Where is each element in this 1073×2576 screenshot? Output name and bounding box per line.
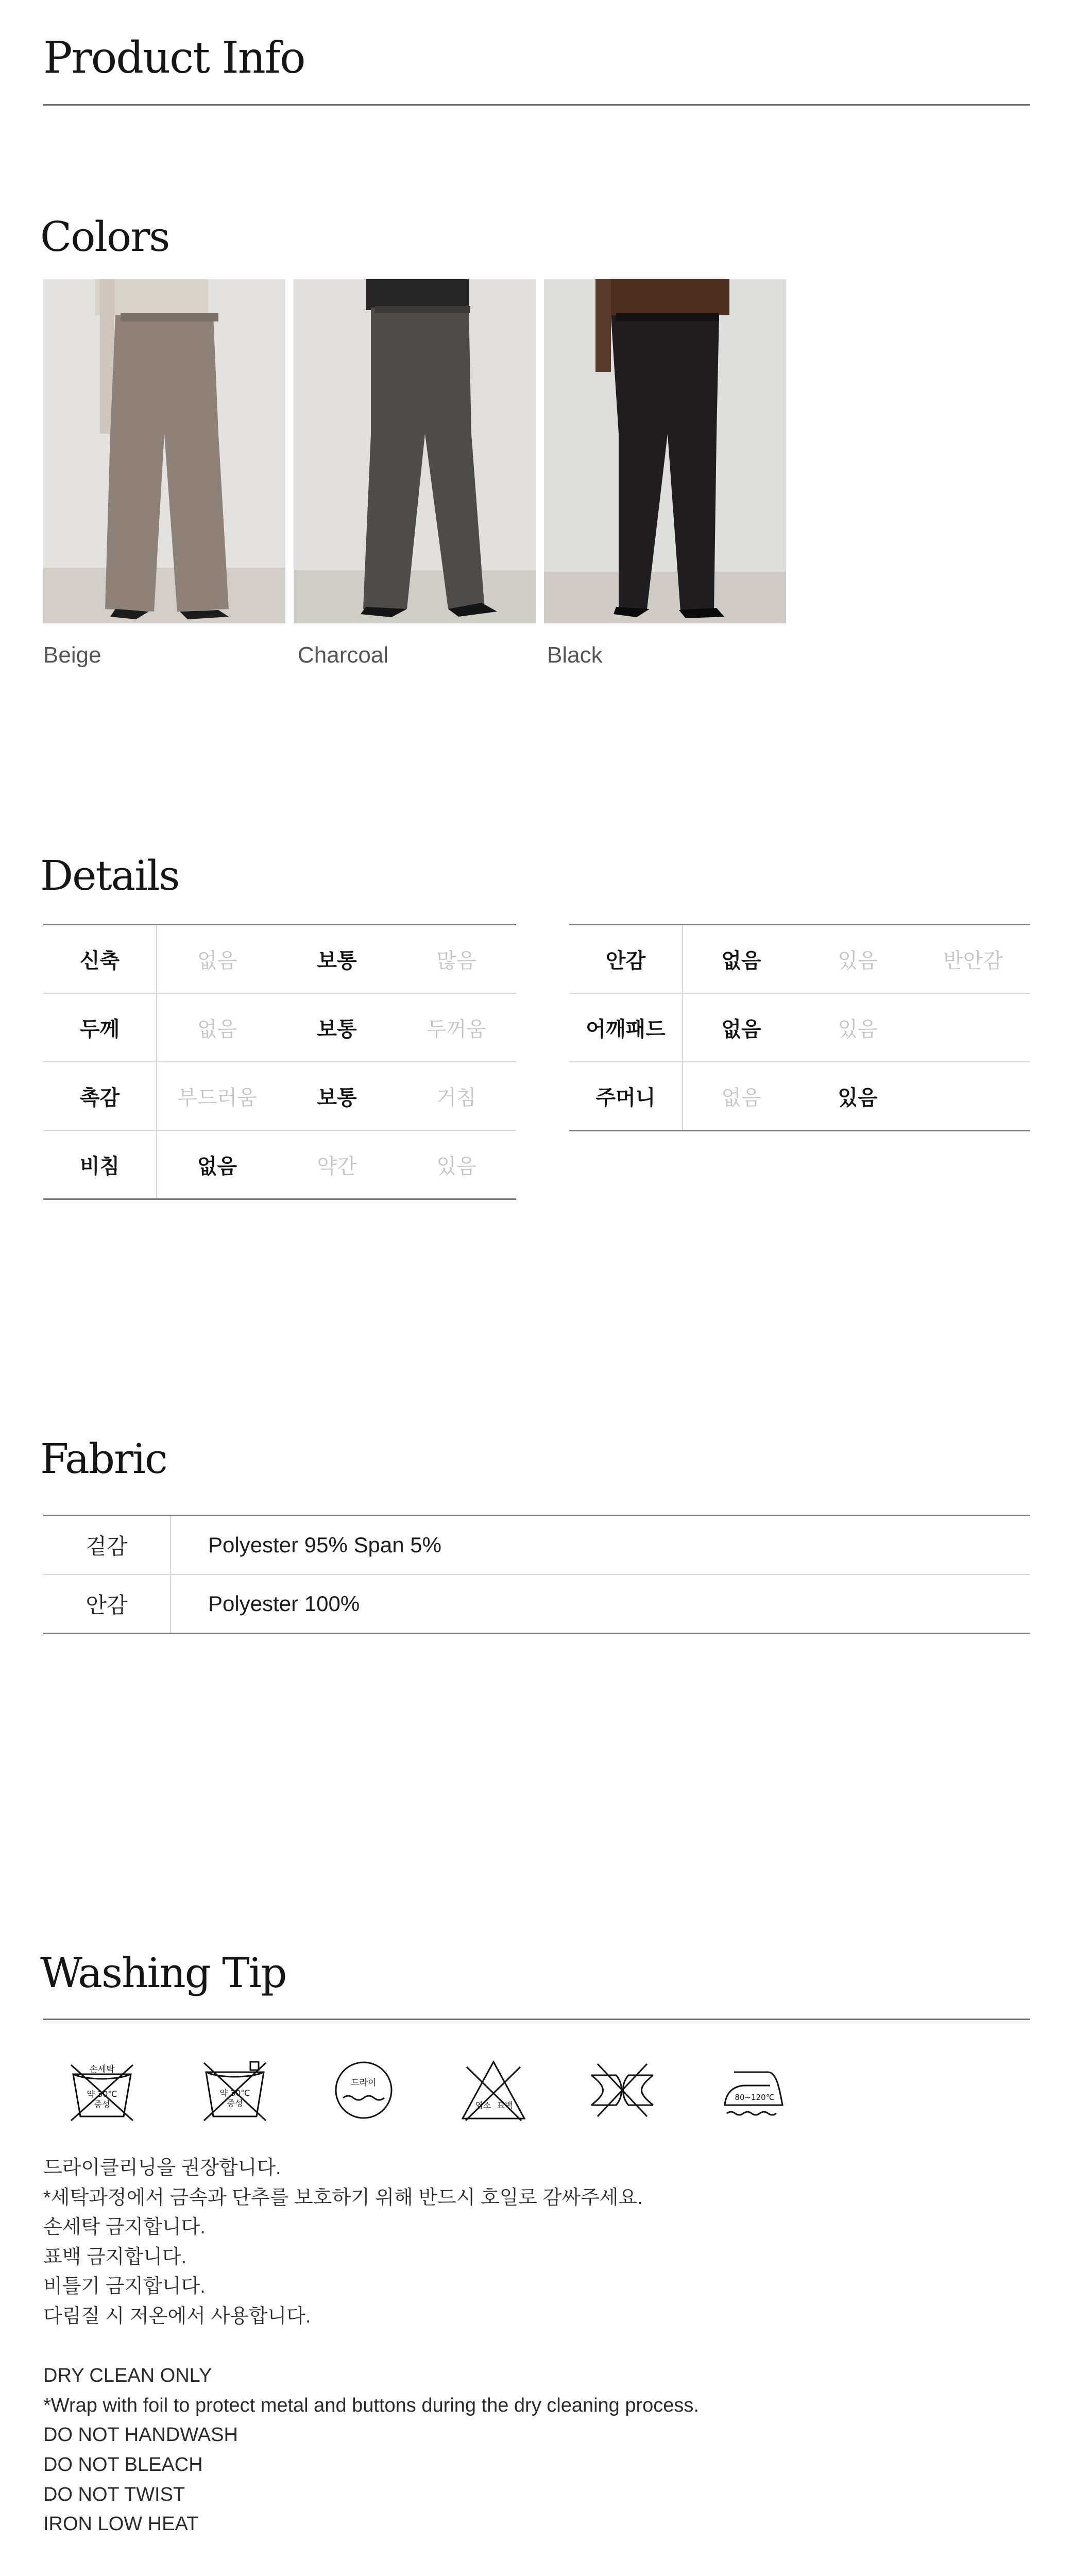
color-label-black: Black [547,642,603,668]
wash-line: 드라이클리닝을 권장합니다. [43,2157,281,2179]
wash-line: *Wrap with foil to protect metal and buttons during the dry cleaning process. [43,2394,699,2416]
detail-option: 반안감 [916,925,1030,994]
details-table-right [569,924,1030,1131]
icon-text: 손세탁 [89,2064,115,2075]
detail-row-thickness [43,993,516,1062]
detail-option: 있음 [436,1155,476,1178]
detail-row-sheerness [43,1130,516,1199]
fabric-row-shell [43,1516,1030,1575]
fabric-table [43,1515,1030,1634]
wash-line: DO NOT TWIST [43,2483,185,2505]
detail-row-texture [43,1062,516,1130]
wash-line: 비틀기 금지합니다. [43,2276,206,2298]
detail-option: 두꺼움 [397,993,516,1062]
wash-line: DO NOT BLEACH [43,2453,203,2476]
detail-label: 신축 [43,925,157,994]
icon-text: 염소 [475,2100,491,2110]
title-divider [43,104,1030,106]
page-title: Product Info [43,32,305,83]
icon-text: 중성 [94,2099,110,2109]
fabric-value: Polyester 100% [208,1591,360,1616]
wash-line: DRY CLEAN ONLY [43,2365,212,2387]
washing-instructions [43,2154,699,2539]
wash-line: *세탁과정에서 금속과 단추를 보호하기 위해 반드시 호일로 감싸주세요. [43,2187,643,2209]
fabric-value: Polyester 95% Span 5% [171,1516,1030,1575]
details-heading: Details [40,852,179,900]
detail-option [916,1062,1030,1131]
detail-option-selected: 없음 [683,925,799,994]
wash-line: IRON LOW HEAT [43,2513,199,2535]
detail-label: 어깨패드 [569,993,683,1062]
icon-text: 약 30℃ [87,2089,117,2099]
detail-option: 있음 [799,925,916,994]
detail-option-selected: 보통 [277,993,397,1062]
detail-option-selected: 보통 [277,1062,397,1130]
detail-option: 없음 [721,1087,761,1109]
detail-option-selected: 있음 [838,1087,878,1109]
no-twist-icon [586,2057,658,2124]
icon-text: 약 30℃ [219,2088,250,2098]
washing-divider [43,2019,1030,2020]
detail-label: 비침 [43,1130,157,1199]
wash-line: DO NOT HANDWASH [43,2424,238,2446]
color-swatch-charcoal[interactable] [294,279,536,623]
no-handwash-icon [66,2057,138,2124]
iron-low-heat-icon [719,2057,791,2124]
colors-heading: Colors [40,213,169,261]
detail-row-stretch [43,925,516,994]
detail-label: 두께 [43,993,157,1062]
dry-clean-icon [328,2057,400,2124]
color-swatch-beige[interactable] [43,279,285,623]
wash-line-spacer [43,2332,699,2362]
icon-text: 드라이 [351,2078,377,2088]
washing-tip-heading: Washing Tip [40,1949,286,1997]
color-label-charcoal: Charcoal [298,642,389,668]
details-table-left [43,924,516,1200]
detail-option: 없음 [157,993,277,1062]
detail-option: 부드러움 [157,1062,277,1130]
detail-row-shoulder-pad [569,993,1030,1062]
wash-line: 손세탁 금지합니다. [43,2216,206,2239]
icon-text: 표백 [497,2100,513,2110]
detail-option: 많음 [397,925,516,994]
no-machine-wash-icon [199,2057,271,2124]
detail-option: 있음 [799,993,916,1062]
detail-row-lining [569,925,1030,994]
color-swatch-black[interactable] [544,279,786,623]
fabric-row-lining [43,1574,1030,1634]
wash-line: 다림질 시 저온에서 사용합니다. [43,2305,311,2327]
fabric-label: 안감 [43,1574,171,1634]
color-label-beige: Beige [43,642,101,668]
detail-option: 거침 [397,1062,516,1130]
detail-option-selected: 없음 [197,1155,237,1178]
fabric-label: 겉감 [43,1516,171,1575]
no-bleach-icon [457,2057,530,2124]
detail-row-pocket [569,1062,1030,1131]
pants-image-charcoal [294,279,536,623]
detail-option: 없음 [157,925,277,994]
icon-text: 80~120℃ [735,2093,775,2102]
wash-line: 표백 금지합니다. [43,2246,187,2268]
detail-option-selected: 보통 [277,925,397,994]
detail-label: 주머니 [569,1062,683,1131]
detail-option-selected: 없음 [683,993,799,1062]
pants-image-black [544,279,786,623]
fabric-heading: Fabric [40,1435,167,1483]
pants-image-beige [43,279,285,623]
detail-label: 안감 [569,925,683,994]
icon-text: 중성 [227,2098,243,2108]
detail-option: 약간 [317,1155,357,1178]
detail-label: 촉감 [43,1062,157,1130]
detail-option [916,993,1030,1062]
